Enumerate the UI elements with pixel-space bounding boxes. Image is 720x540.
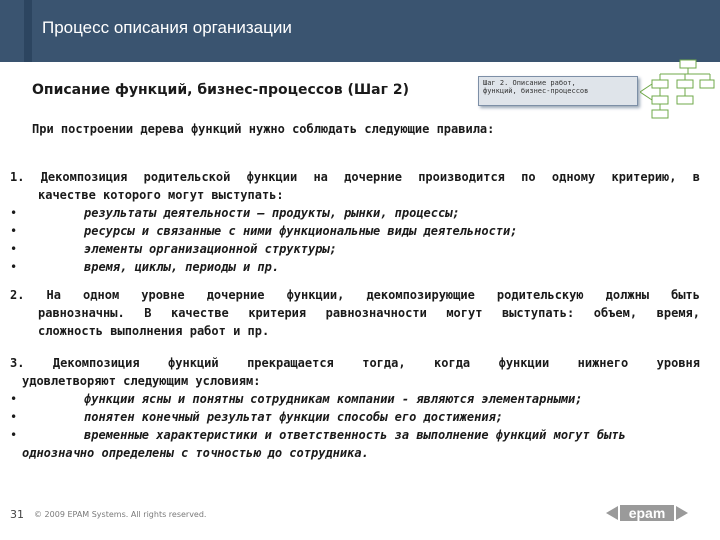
rule-section-2 <box>10 286 700 340</box>
bullet-text: ресурсы и связанные с ними функциональные виды деятельности; <box>84 224 518 238</box>
epam-logo <box>604 503 690 523</box>
page-number: 31 <box>10 508 24 521</box>
step-label-line1: Шаг 2. Описание работ, <box>483 79 576 87</box>
list-item <box>10 390 700 408</box>
rule3-line1: 3. Декомпозиция функций прекращается тогда, когда функции нижнего уровня <box>10 356 700 370</box>
list-item <box>10 258 700 276</box>
bullet-text: функции ясны и понятны сотрудникам компании - являются элементарными; <box>84 392 583 406</box>
list-item <box>10 426 700 444</box>
list-item <box>10 204 700 222</box>
bullet-icon: • <box>10 410 18 424</box>
bullet-icon: • <box>10 206 18 220</box>
bullet-icon: • <box>10 224 18 238</box>
bullet-text: временные характеристики и ответственность за выполнение функций могут быть <box>84 428 626 442</box>
rule2-line2: равнозначны. В качестве критерия равнозначности могут выступать: объем, время, <box>38 306 700 320</box>
list-item <box>10 222 700 240</box>
bullet-icon: • <box>10 242 18 256</box>
rule2-line3: сложность выполнения работ и пр. <box>38 324 270 338</box>
copyright-text: © 2009 EPAM Systems. All rights reserved. <box>34 510 207 519</box>
rule1-line1: 1. Декомпозиция родительской функции на дочерние производится по одному критерию, в <box>10 170 700 184</box>
rule1-line2: качестве которого могут выступать: <box>38 188 284 202</box>
slide-subtitle: Описание функций, бизнес-процессов (Шаг 2) <box>32 82 409 98</box>
step-label-box <box>478 76 638 106</box>
rule3-line2: удовлетворяют следующим условиям: <box>22 374 261 388</box>
rule-section-1 <box>10 168 700 276</box>
rule3-tail: однозначно определены с точностью до сотрудника. <box>22 446 369 460</box>
bullet-text: элементы организационной структуры; <box>84 242 337 256</box>
bullet-icon: • <box>10 428 18 442</box>
rule2-line1: 2. На одном уровне дочерние функции, декомпозирующие родительскую должны быть <box>10 288 700 302</box>
step-label-line2: функций, бизнес-процессов <box>483 87 589 95</box>
rule-section-3 <box>10 354 700 462</box>
function-tree-icon <box>640 58 716 120</box>
bullet-icon: • <box>10 392 18 406</box>
header-stripe <box>24 0 32 62</box>
logo-text: epam <box>628 505 666 521</box>
rules-intro: При построении дерева функций нужно соблюдать следующие правила: <box>32 122 495 136</box>
bullet-text: время, циклы, периоды и пр. <box>84 260 280 274</box>
header-title: Процесс описания организации <box>42 18 292 37</box>
bullet-text: результаты деятельности – продукты, рынки, процессы; <box>84 206 460 220</box>
bullet-text: понятен конечный результат функции способы его достижения; <box>84 410 504 424</box>
bullet-icon: • <box>10 260 18 274</box>
list-item <box>10 240 700 258</box>
slide-header <box>0 0 720 62</box>
list-item <box>10 408 700 426</box>
